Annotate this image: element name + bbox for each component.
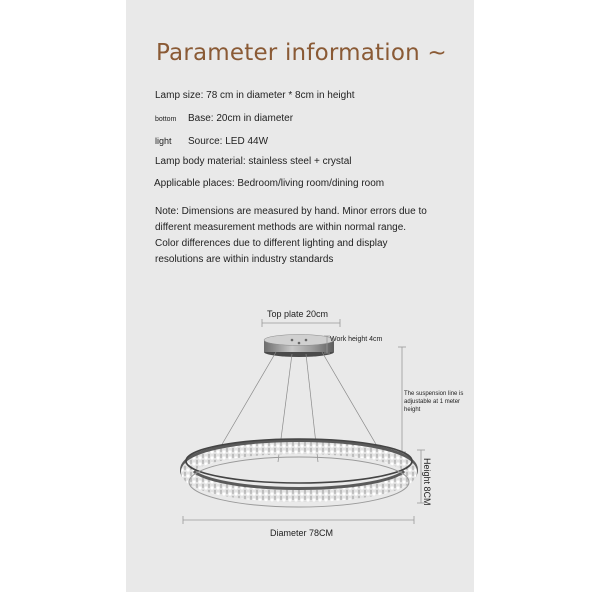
material-text: Lamp body material: stainless steel + crystal: [155, 156, 352, 167]
top-plate-dimension: [262, 319, 340, 327]
page-title: Parameter information ~: [156, 40, 447, 66]
suspension-note: The suspension line is adjustable at 1 meter height: [404, 391, 464, 413]
height-label: Height 8CM: [422, 458, 432, 506]
places-text: Applicable places: Bedroom/living room/dining room: [154, 178, 385, 189]
diameter-dimension: [183, 516, 414, 524]
canopy-plate: [264, 335, 334, 358]
lamp-size-text: Lamp size: 78 cm in diameter * 8cm in height: [155, 90, 355, 101]
source-text: Source: LED 44W: [188, 136, 269, 147]
diameter-label: Diameter 78CM: [270, 528, 334, 538]
work-height-label: Work height 4cm: [330, 336, 383, 343]
light-tag: light: [155, 136, 172, 146]
top-plate-label: Top plate 20cm: [267, 309, 329, 319]
note-text: Note: Dimensions are measured by hand. Minor errors due to different measurement methods are within normal range. Color differences due to different lighting and display resolutions are within industry standards: [155, 206, 427, 265]
bottom-tag: bottom: [155, 116, 177, 123]
base-text: Base: 20cm in diameter: [188, 113, 294, 124]
crystal-ring: [186, 439, 412, 507]
